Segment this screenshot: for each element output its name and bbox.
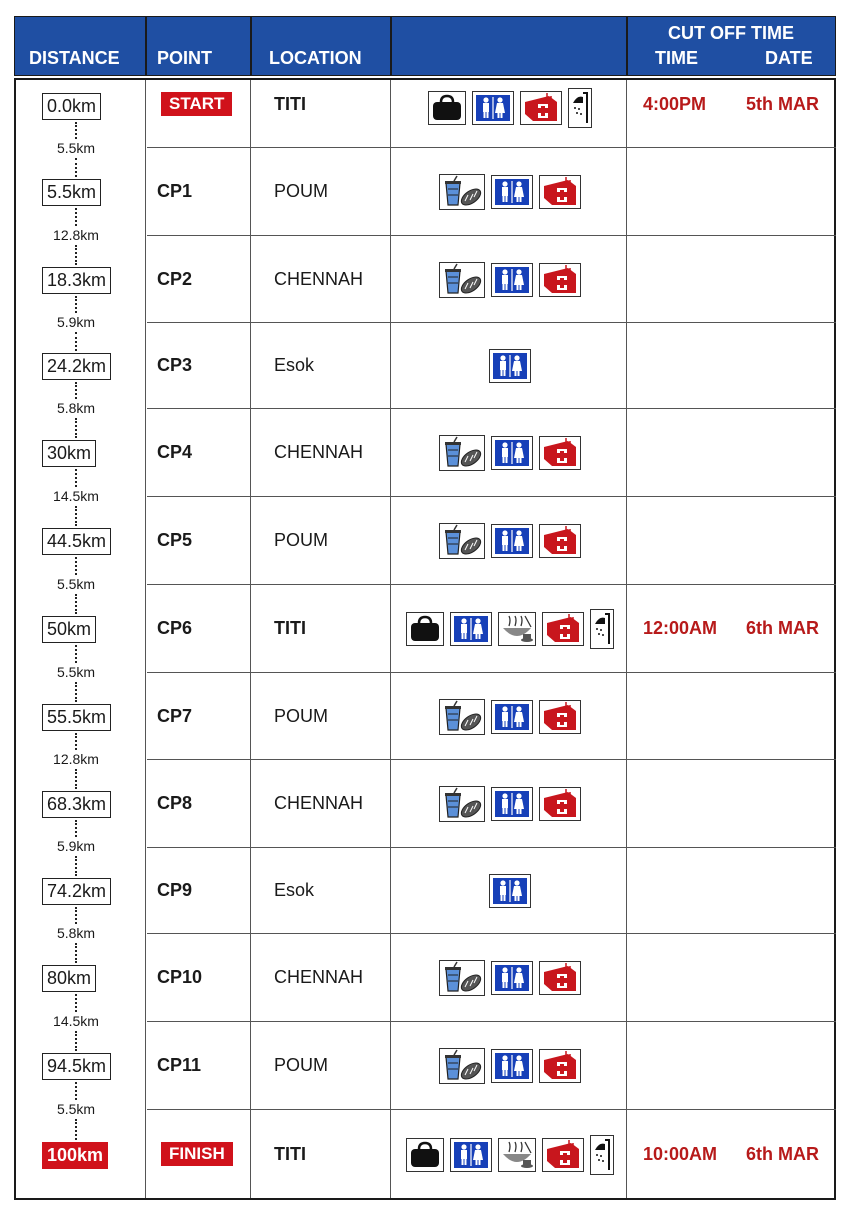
- point-label: CP5: [157, 530, 193, 550]
- dotted-connector: [75, 994, 77, 1012]
- point-label: CP3: [157, 355, 193, 375]
- location-label: POUM: [274, 530, 328, 550]
- facility-icons: [392, 260, 628, 298]
- facility-icons: [392, 697, 628, 735]
- drink-food-icon: [439, 262, 485, 298]
- table-row: [147, 934, 836, 1022]
- dotted-connector: [75, 645, 77, 663]
- facility-icons: [392, 88, 628, 128]
- location-label: CHENNAH: [274, 793, 364, 813]
- point-label: START: [161, 92, 232, 116]
- location-label: CHENNAH: [274, 967, 364, 987]
- dotted-connector: [75, 820, 77, 837]
- drink-food-icon: [439, 523, 485, 559]
- segment-distance: 5.8km: [56, 400, 96, 416]
- dotted-connector: [75, 469, 77, 487]
- facility-icons: [392, 346, 628, 383]
- cutoff-date: 5th MAR: [746, 94, 819, 114]
- header-cutoff-title: CUT OFF TIME: [668, 23, 794, 43]
- first-aid-icon: [542, 612, 584, 646]
- restroom-icon: [491, 700, 533, 734]
- first-aid-icon: [539, 524, 581, 558]
- distance-marker: 74.2km: [42, 878, 111, 905]
- location-label: Esok: [274, 355, 315, 375]
- drink-food-icon: [439, 786, 485, 822]
- bag-icon: [428, 91, 466, 125]
- dotted-connector: [75, 506, 77, 526]
- location-label: Esok: [274, 880, 315, 900]
- location-label: TITI: [274, 1144, 306, 1164]
- dotted-connector: [75, 557, 77, 575]
- shower-icon: [590, 609, 614, 649]
- first-aid-icon: [542, 1138, 584, 1172]
- segment-distance: 5.5km: [56, 1101, 96, 1117]
- facility-icons: [392, 958, 628, 996]
- distance-marker: 55.5km: [42, 704, 111, 731]
- facility-icons: [392, 172, 628, 210]
- location-label: CHENNAH: [274, 442, 364, 462]
- table-body: [14, 78, 836, 1200]
- segment-distance: 5.5km: [56, 140, 96, 156]
- restroom-icon: [450, 1138, 492, 1172]
- restroom-icon: [491, 263, 533, 297]
- table-row: [147, 148, 836, 236]
- cutoff-date: 6th MAR: [746, 618, 819, 638]
- segment-distance: 5.5km: [56, 664, 96, 680]
- drink-food-icon: [439, 174, 485, 210]
- restroom-icon: [491, 436, 533, 470]
- header-time: TIME: [655, 48, 698, 68]
- distance-marker: 24.2km: [42, 353, 111, 380]
- distance-marker: 100km: [42, 1142, 108, 1169]
- header-date: DATE: [765, 48, 813, 68]
- distance-marker: 50km: [42, 616, 96, 643]
- first-aid-icon: [539, 175, 581, 209]
- cutoff-date: 6th MAR: [746, 1144, 819, 1164]
- shower-icon: [590, 1135, 614, 1175]
- restroom-icon: [491, 524, 533, 558]
- distance-marker: 0.0km: [42, 93, 101, 120]
- drink-food-icon: [439, 435, 485, 471]
- table-row: [147, 236, 836, 323]
- segment-distance: 12.8km: [53, 751, 99, 767]
- distance-marker: 44.5km: [42, 528, 111, 555]
- dotted-connector: [75, 245, 77, 265]
- facility-icons: [392, 871, 628, 908]
- location-label: TITI: [274, 94, 306, 114]
- segment-distance: 5.8km: [56, 925, 96, 941]
- segment-distance: 5.9km: [56, 838, 96, 854]
- point-label: CP10: [157, 967, 203, 987]
- first-aid-icon: [539, 1049, 581, 1083]
- point-label: CP2: [157, 269, 193, 289]
- dotted-connector: [75, 1031, 77, 1051]
- first-aid-icon: [539, 263, 581, 297]
- distance-marker: 5.5km: [42, 179, 101, 206]
- point-label: CP6: [157, 618, 193, 638]
- restroom-icon: [472, 91, 514, 125]
- table-row: [147, 409, 836, 497]
- table-row: [147, 1022, 836, 1110]
- segment-distance: 5.9km: [56, 314, 96, 330]
- table-row: [147, 497, 836, 585]
- location-label: CHENNAH: [274, 269, 364, 289]
- point-label: CP1: [157, 181, 193, 201]
- drink-food-icon: [439, 699, 485, 735]
- table-row: [147, 80, 836, 148]
- table-row: [147, 585, 836, 673]
- distance-marker: 68.3km: [42, 791, 111, 818]
- facility-icons: [392, 609, 628, 649]
- bag-icon: [406, 1138, 444, 1172]
- cutoff-time: 4:00PM: [643, 94, 707, 114]
- distance-marker: 18.3km: [42, 267, 111, 294]
- location-label: POUM: [274, 1055, 328, 1075]
- shower-icon: [568, 88, 592, 128]
- facility-icons: [392, 784, 628, 822]
- dotted-connector: [75, 122, 77, 139]
- table-header: DISTANCE POINT LOCATION CUT OFF TIME TIME DATE: [14, 16, 836, 76]
- table-row: [147, 323, 836, 409]
- dotted-connector: [75, 332, 77, 351]
- point-label: CP4: [157, 442, 193, 462]
- drink-food-icon: [439, 1048, 485, 1084]
- first-aid-icon: [539, 787, 581, 821]
- restroom-icon: [491, 787, 533, 821]
- point-label: CP9: [157, 880, 193, 900]
- restroom-icon: [491, 1049, 533, 1083]
- location-label: POUM: [274, 181, 328, 201]
- facility-icons: [392, 1135, 628, 1175]
- dotted-connector: [75, 907, 77, 924]
- dotted-connector: [75, 158, 77, 177]
- cutoff-time: 10:00AM: [643, 1144, 718, 1164]
- facility-icons: [392, 521, 628, 559]
- first-aid-icon: [539, 700, 581, 734]
- restroom-icon: [491, 961, 533, 995]
- hot-meal-icon: [498, 612, 536, 646]
- point-label: CP7: [157, 706, 193, 726]
- restroom-icon: [491, 175, 533, 209]
- dotted-connector: [75, 856, 77, 876]
- segment-distance: 12.8km: [53, 227, 99, 243]
- segment-distance: 14.5km: [53, 488, 99, 504]
- dotted-connector: [75, 418, 77, 438]
- segment-distance: 14.5km: [53, 1013, 99, 1029]
- segment-distance: 5.5km: [56, 576, 96, 592]
- bag-icon: [406, 612, 444, 646]
- race-schedule-table: [14, 16, 836, 1200]
- cutoff-time: 12:00AM: [643, 618, 718, 638]
- first-aid-icon: [539, 436, 581, 470]
- restroom-icon: [489, 874, 531, 908]
- hot-meal-icon: [498, 1138, 536, 1172]
- table-row: [147, 848, 836, 934]
- facility-icons: [392, 433, 628, 471]
- dotted-connector: [75, 1082, 77, 1100]
- first-aid-icon: [520, 91, 562, 125]
- drink-food-icon: [439, 960, 485, 996]
- facility-icons: [392, 1046, 628, 1084]
- location-label: TITI: [274, 618, 306, 638]
- dotted-connector: [75, 1119, 77, 1140]
- dotted-connector: [75, 208, 77, 226]
- restroom-icon: [450, 612, 492, 646]
- distance-marker: 30km: [42, 440, 96, 467]
- dotted-connector: [75, 769, 77, 789]
- table-row: [147, 760, 836, 848]
- dotted-connector: [75, 382, 77, 399]
- dotted-connector: [75, 943, 77, 963]
- distance-marker: 80km: [42, 965, 96, 992]
- dotted-connector: [75, 296, 77, 313]
- restroom-icon: [489, 349, 531, 383]
- table-row: [147, 1110, 836, 1199]
- first-aid-icon: [539, 961, 581, 995]
- point-label: FINISH: [161, 1142, 233, 1166]
- point-label: CP11: [157, 1055, 202, 1075]
- dotted-connector: [75, 733, 77, 750]
- location-label: POUM: [274, 706, 328, 726]
- table-row: [147, 673, 836, 760]
- dotted-connector: [75, 594, 77, 614]
- point-label: CP8: [157, 793, 193, 813]
- distance-marker: 94.5km: [42, 1053, 111, 1080]
- dotted-connector: [75, 682, 77, 702]
